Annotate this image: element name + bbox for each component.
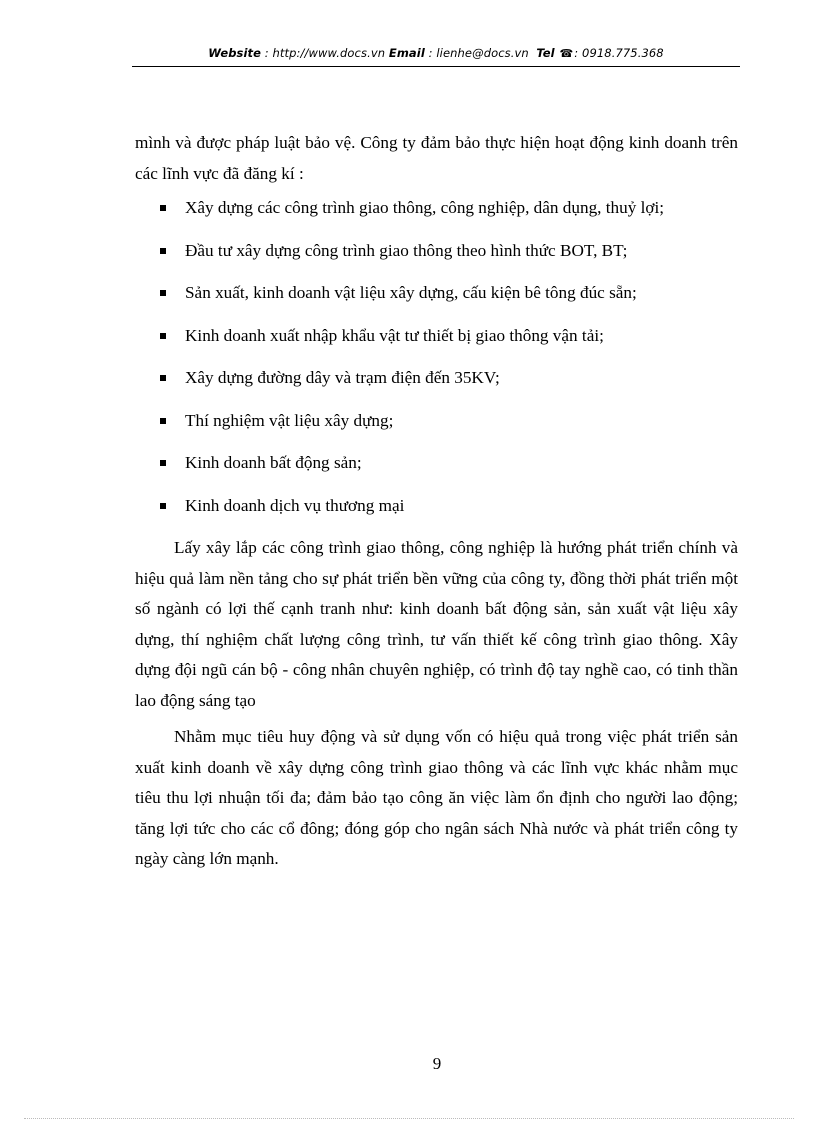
list-item	[135, 406, 738, 437]
website-separator: :	[261, 46, 273, 60]
email-separator: :	[424, 46, 437, 60]
business-lines-list	[135, 193, 738, 521]
list-item-text: Xây dựng các công trình giao thông, công nghiệp, dân dụng, thuỷ lợi;	[185, 198, 665, 217]
email-value: lienhe@docs.vn	[436, 46, 529, 60]
tel-value: 0918.775.368	[582, 46, 664, 60]
website-value: http://www.docs.vn	[272, 46, 386, 60]
list-item	[135, 321, 738, 352]
list-item	[135, 491, 738, 522]
list-item-text: Kinh doanh dịch vụ thương mại	[185, 495, 405, 515]
telephone-icon: ☎	[559, 47, 574, 60]
tel-separator: :	[574, 46, 583, 60]
objectives-paragraph: Nhằm mục tiêu huy động và sử dụng vốn có hiệu quả trong việc phát triển sản xuất kinh doanh về xây dựng công trình giao thông và các lĩnh vực khác nhằm mục tiêu thu lợi nhuận tối đa; đảm bảo tạo công ăn việc làm ổn định cho người lao động; tăng lợi tức cho các cổ đông; đóng góp cho ngân sách Nhà nước và phát triển công ty ngày càng lớn mạnh.	[135, 727, 738, 868]
email-label: Email	[388, 46, 425, 60]
page-header	[132, 46, 740, 60]
square-bullet-icon	[160, 460, 166, 466]
list-item-text: Đầu tư xây dựng công trình giao thông theo hình thức BOT, BT;	[185, 240, 628, 260]
website-label: Website	[208, 46, 262, 60]
list-item	[135, 448, 738, 479]
square-bullet-icon	[160, 248, 166, 254]
list-item-text: Kinh doanh xuất nhập khẩu vật tư thiết bị giao thông vận tải;	[185, 325, 604, 345]
list-item	[135, 236, 738, 267]
header-divider	[132, 66, 740, 67]
list-item	[135, 193, 738, 224]
intro-paragraph: mình và được pháp luật bảo vệ. Công ty đảm bảo thực hiện hoạt động kinh doanh trên các lĩnh vực đã đăng kí :	[135, 133, 738, 183]
document-body	[135, 128, 738, 875]
list-item	[135, 278, 738, 309]
page-number: 9	[432, 1054, 442, 1073]
square-bullet-icon	[160, 205, 166, 211]
square-bullet-icon	[160, 418, 166, 424]
strategy-paragraph: Lấy xây lắp các công trình giao thông, công nghiệp là hướng phát triển chính và hiệu quả làm nền tảng cho sự phát triển bền vững của công ty, đồng thời phát triển một số ngành có lợi thế cạnh tranh như: kinh doanh bất động sản, sản xuất vật liệu xây dựng, thí nghiệm chất lượng công trình, tư vấn thiết kế công trình giao thông. Xây dựng đội ngũ cán bộ - công nhân chuyên nghiệp, có trình độ tay nghề cao, có tinh thần lao động sáng tạo	[135, 538, 738, 710]
square-bullet-icon	[160, 290, 166, 296]
square-bullet-icon	[160, 503, 166, 509]
list-item-text: Thí nghiệm vật liệu xây dựng;	[185, 410, 394, 430]
list-item-text: Sản xuất, kinh doanh vật liệu xây dựng, cấu kiện bê tông đúc sẵn;	[185, 283, 637, 302]
list-item-text: Xây dựng đường dây và trạm điện đến 35KV;	[185, 368, 500, 387]
square-bullet-icon	[160, 333, 166, 339]
list-item-text: Kinh doanh bất động sản;	[185, 453, 362, 472]
square-bullet-icon	[160, 375, 166, 381]
page-bottom-border	[24, 1118, 794, 1119]
tel-label: Tel	[536, 46, 555, 60]
list-item	[135, 363, 738, 394]
